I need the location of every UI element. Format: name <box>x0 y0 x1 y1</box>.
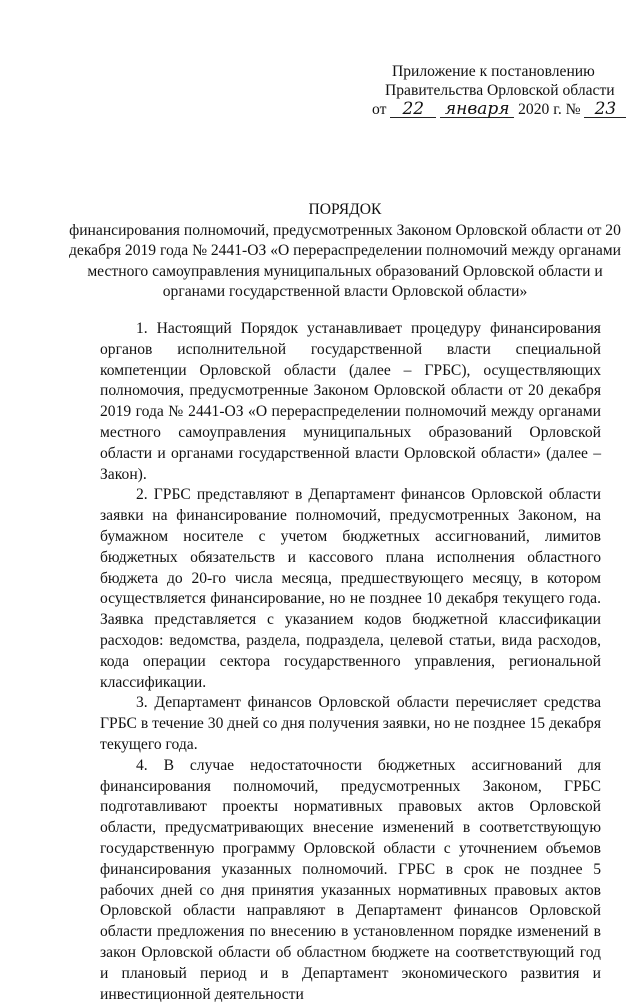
handwritten-day: 22 <box>390 101 436 118</box>
date-prefix: от <box>372 101 387 118</box>
document-subtitle: финансирования полномочий, предусмотренных Законом Орловской области от 20 декабря 2019 года № 2441-ОЗ «О перераспределении полномочий между органами местного самоуправления муниципальных образований Орловской области и органами государственной власти Орловской области» <box>68 221 621 300</box>
paragraph-3: 3. Департамент финансов Орловской области перечисляет средства ГРБС в течение 30 дней со дня получения заявки, но не позднее 15 декабря текущего года. <box>100 694 601 753</box>
paragraph-2: 2. ГРБС представляют в Департамент финансов Орловской области заявки на финансирование полномочий, предусмотренных Законом, на бумажном носителе с учетом бюджетных ассигнований, лимитов бюджетных обязательств и кассового плана исполнения областного бюджета до 20-го числа месяца, предшествующего месяцу, в котором осуществляется финансирование, но не позднее 10 декабря текущего года. Заявка представляется с указанием кодов бюджетной классификации расходов: ведомства, раздела, подраздела, целевой статьи, вида расходов, кода операции сектора государственного управления, региональной классификации. <box>100 486 601 691</box>
handwritten-number: 23 <box>584 101 626 118</box>
appendix-line-2: Правительства Орловской области <box>385 82 615 99</box>
document-title-block <box>60 200 630 303</box>
document-body <box>100 319 601 1005</box>
appendix-date-line <box>372 100 626 119</box>
paragraph-4: 4. В случае недостаточности бюджетных ассигнований для финансирования полномочий, предусмотренных Законом, ГРБС подготавливают проекты нормативных правовых актов Орловской области, предусматривающих внесение изменений в соответствующую государственную программу Орловской области с уточнением объемов финансирования указанных полномочий. ГРБС в срок не позднее 5 рабочих дней со дня принятия указанных нормативных правовых актов Орловской области направляют в Департамент финансов Орловской области предложения по внесению в установленном порядке изменений в закон Орловской области об областном бюджете на соответствующий год и плановый период и в Департамент экономического развития и инвестиционной деятельности <box>100 756 601 1003</box>
appendix-line-1: Приложение к постановлению <box>392 63 595 80</box>
document-heading: ПОРЯДОК <box>308 201 382 218</box>
year-and-number-label: 2020 г. № <box>518 101 581 118</box>
paragraph-1: 1. Настоящий Порядок устанавливает процедуру финансирования органов исполнительной государственной власти специальной компетенции Орловской области (далее – ГРБС), осуществляющих полномочия, предусмотренные Законом Орловской области от 20 декабря 2019 года № 2441-ОЗ «О перераспределении полномочий между органами местного самоуправления муниципальных образований Орловской области и органами государственной власти Орловской области» (далее – Закон). <box>100 320 601 483</box>
handwritten-month: января <box>440 101 514 118</box>
